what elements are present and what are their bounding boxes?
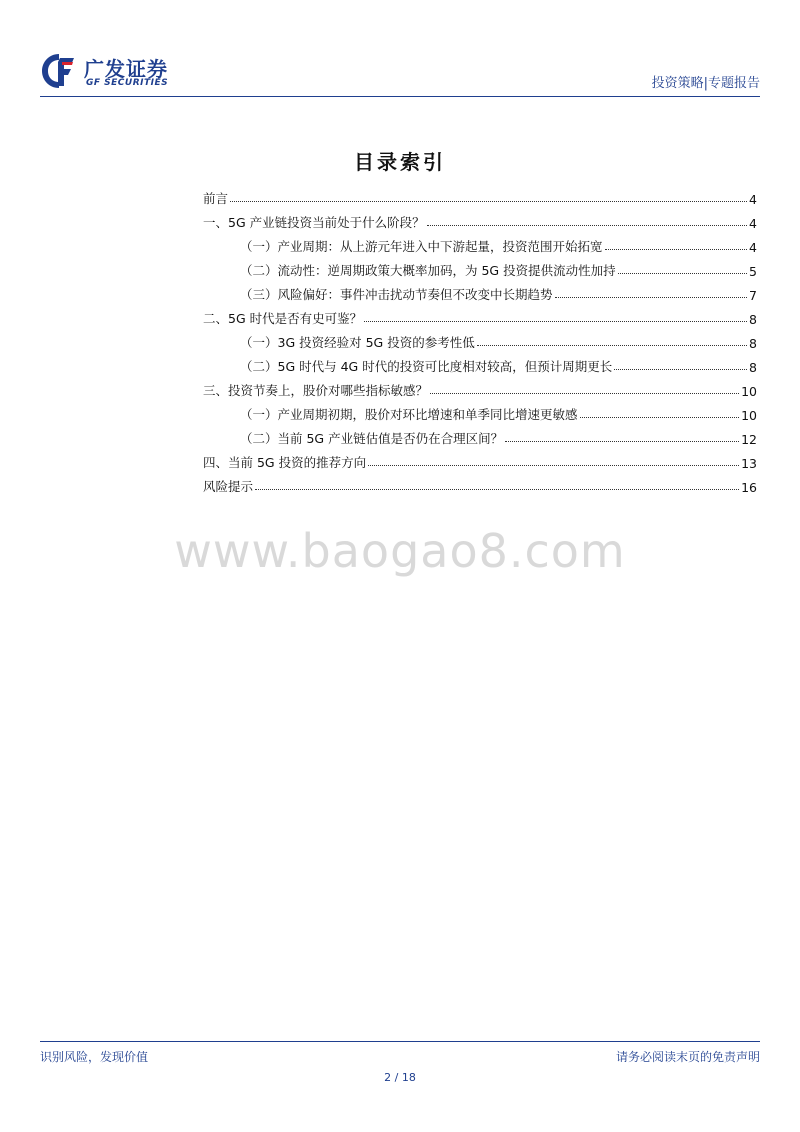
toc-entry[interactable] <box>203 447 757 471</box>
header-divider <box>40 96 760 97</box>
toc-entry[interactable] <box>203 255 757 279</box>
toc-entry[interactable] <box>203 351 757 375</box>
page-header <box>40 50 760 98</box>
toc-leader-dots <box>430 392 739 394</box>
toc-entry-text: （一）产业周期：从上游元年进入中下游起量，投资范围开始拓宽 <box>240 239 603 254</box>
toc-entry-page: 13 <box>741 456 757 471</box>
toc-entry-text: 前言 <box>203 191 229 206</box>
toc-entry-text: 三、投资节奏上，股价对哪些指标敏感？ <box>203 383 429 398</box>
toc-entry[interactable] <box>203 279 757 303</box>
toc-leader-dots <box>614 368 747 370</box>
toc-entry[interactable] <box>203 471 757 495</box>
toc-leader-dots <box>427 224 747 226</box>
toc-entry-page: 5 <box>749 264 757 279</box>
watermark: www.baogao8.com <box>174 524 626 578</box>
toc-leader-dots <box>477 344 747 346</box>
toc-entry-page: 10 <box>741 384 757 399</box>
toc-entry-text: （二）流动性：逆周期政策大概率加码，为 5G 投资提供流动性加持 <box>240 263 616 278</box>
toc-leader-dots <box>605 248 748 250</box>
footer-slogan: 识别风险，发现价值 <box>40 1050 149 1064</box>
toc-entry[interactable] <box>203 183 757 207</box>
toc-entry-text: （一）产业周期初期，股价对环比增速和单季同比增速更敏感 <box>240 407 578 422</box>
toc-entry[interactable] <box>203 327 757 351</box>
toc-entry-page: 8 <box>749 312 757 327</box>
toc-entry-text: （三）风险偏好：事件冲击扰动节奏但不改变中长期趋势 <box>240 287 553 302</box>
gf-logo-icon <box>40 52 78 90</box>
footer-divider <box>40 1041 760 1042</box>
toc-entry[interactable] <box>203 375 757 399</box>
toc-title: 目录索引 <box>354 150 446 174</box>
toc-entry-text: 四、当前 5G 投资的推荐方向 <box>203 455 367 470</box>
report-type-label: 投资策略|专题报告 <box>651 76 760 91</box>
page-number: 2 / 18 <box>384 1071 416 1084</box>
table-of-contents <box>203 183 757 495</box>
toc-entry-text: 风险提示 <box>203 479 254 494</box>
toc-entry[interactable] <box>203 399 757 423</box>
toc-entry-text: （一）3G 投资经验对 5G 投资的参考性低 <box>240 335 475 350</box>
toc-entry-page: 8 <box>749 360 757 375</box>
toc-leader-dots <box>580 416 740 418</box>
toc-entry-text: 二、5G 时代是否有史可鉴？ <box>203 311 363 326</box>
toc-leader-dots <box>555 296 748 298</box>
toc-entry-page: 4 <box>749 240 757 255</box>
toc-entry-text: （二）当前 5G 产业链估值是否仍在合理区间？ <box>240 431 504 446</box>
toc-entry-text: （二）5G 时代与 4G 时代的投资可比度相对较高，但预计周期更长 <box>240 359 613 374</box>
toc-leader-dots <box>368 464 739 466</box>
toc-entry-page: 4 <box>749 216 757 231</box>
footer-disclaimer-note: 请务必阅读末页的免责声明 <box>615 1050 760 1064</box>
toc-leader-dots <box>364 320 747 322</box>
toc-leader-dots <box>505 440 739 442</box>
logo-chinese-name: 广发证券 <box>84 57 168 81</box>
company-logo <box>40 50 200 94</box>
toc-leader-dots <box>618 272 747 274</box>
toc-entry[interactable] <box>203 231 757 255</box>
toc-entry-page: 4 <box>749 192 757 207</box>
toc-entry-page: 10 <box>741 408 757 423</box>
toc-leader-dots <box>230 200 747 202</box>
toc-entry[interactable] <box>203 207 757 231</box>
toc-entry[interactable] <box>203 423 757 447</box>
toc-entry-text: 一、5G 产业链投资当前处于什么阶段？ <box>203 215 425 230</box>
toc-entry-page: 16 <box>741 480 757 495</box>
toc-entry-page: 8 <box>749 336 757 351</box>
toc-entry-page: 7 <box>749 288 757 303</box>
toc-leader-dots <box>255 488 739 490</box>
logo-english-name: GF SECURITIES <box>86 78 169 88</box>
toc-entry-page: 12 <box>741 432 757 447</box>
toc-entry[interactable] <box>203 303 757 327</box>
